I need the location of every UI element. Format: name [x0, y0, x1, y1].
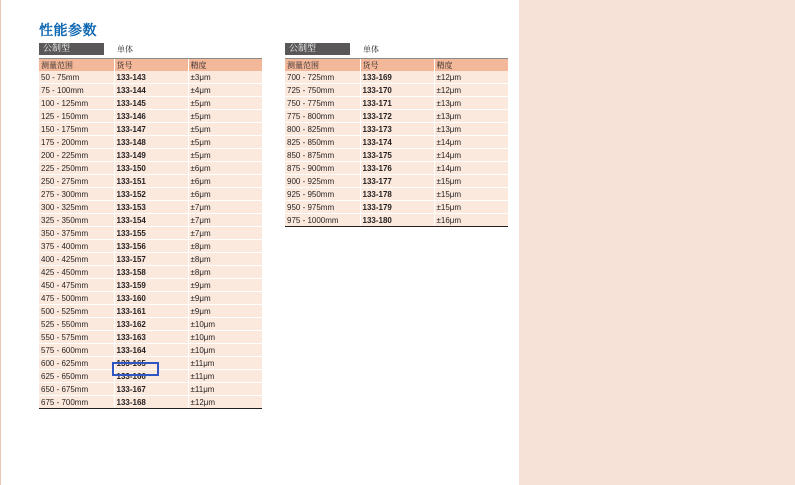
cell-accuracy: ±12μm	[434, 71, 508, 84]
cell-accuracy: ±3μm	[188, 71, 262, 84]
cell-item-no[interactable]: 133-155	[114, 227, 188, 240]
cell-item-no[interactable]: 133-163	[114, 331, 188, 344]
cell-range: 375 - 400mm	[39, 240, 114, 253]
header-range: 测量范围	[285, 59, 360, 72]
cell-accuracy: ±9μm	[188, 305, 262, 318]
cell-range: 100 - 125mm	[39, 97, 114, 110]
cell-range: 550 - 575mm	[39, 331, 114, 344]
side-panel	[519, 0, 795, 485]
cell-item-no[interactable]: 133-159	[114, 279, 188, 292]
page-edge	[0, 0, 1, 485]
cell-item-no[interactable]: 133-148	[114, 136, 188, 149]
table-row	[39, 279, 262, 292]
cell-accuracy: ±8μm	[188, 240, 262, 253]
cell-item-no[interactable]: 133-175	[360, 149, 434, 162]
cell-accuracy: ±16μm	[434, 214, 508, 227]
badge-underline	[285, 54, 350, 55]
cell-range: 950 - 975mm	[285, 201, 360, 214]
spec-block-left	[39, 43, 262, 409]
cell-accuracy: ±13μm	[434, 97, 508, 110]
cell-item-no[interactable]: 133-176	[360, 162, 434, 175]
cell-range: 325 - 350mm	[39, 214, 114, 227]
cell-range: 775 - 800mm	[285, 110, 360, 123]
table-body	[285, 71, 508, 227]
cell-accuracy: ±12μm	[434, 84, 508, 97]
cell-item-no[interactable]: 133-173	[360, 123, 434, 136]
cell-item-no[interactable]: 133-177	[360, 175, 434, 188]
cell-range: 275 - 300mm	[39, 188, 114, 201]
table-row	[285, 97, 508, 110]
cell-item-no[interactable]: 133-169	[360, 71, 434, 84]
cell-accuracy: ±5μm	[188, 149, 262, 162]
cell-range: 625 - 650mm	[39, 370, 114, 383]
cell-accuracy: ±13μm	[434, 123, 508, 136]
cell-item-no[interactable]: 133-151	[114, 175, 188, 188]
cell-accuracy: ±6μm	[188, 188, 262, 201]
header-accuracy: 精度	[188, 59, 262, 72]
cell-item-no[interactable]: 133-152	[114, 188, 188, 201]
cell-range: 600 - 625mm	[39, 357, 114, 370]
table-row	[285, 188, 508, 201]
cell-item-no[interactable]: 133-170	[360, 84, 434, 97]
cell-range: 750 - 775mm	[285, 97, 360, 110]
cell-range: 250 - 275mm	[39, 175, 114, 188]
cell-accuracy: ±5μm	[188, 97, 262, 110]
unit-label: 单体	[117, 45, 133, 54]
cell-accuracy: ±13μm	[434, 110, 508, 123]
cell-range: 650 - 675mm	[39, 383, 114, 396]
cell-range: 50 - 75mm	[39, 71, 114, 84]
cell-range: 875 - 900mm	[285, 162, 360, 175]
cell-range: 125 - 150mm	[39, 110, 114, 123]
cell-item-no[interactable]: 133-180	[360, 214, 434, 227]
cell-accuracy: ±7μm	[188, 201, 262, 214]
cell-accuracy: ±6μm	[188, 162, 262, 175]
cell-range: 800 - 825mm	[285, 123, 360, 136]
table-header-row	[285, 59, 508, 72]
table-row	[39, 227, 262, 240]
header-item-no: 货号	[360, 59, 434, 72]
table-row	[285, 110, 508, 123]
cell-item-no[interactable]: 133-143	[114, 71, 188, 84]
header-item-no: 货号	[114, 59, 188, 72]
cell-item-no[interactable]: 133-145	[114, 97, 188, 110]
block-label-row	[39, 43, 262, 58]
cell-accuracy: ±5μm	[188, 110, 262, 123]
table-row	[39, 240, 262, 253]
cell-accuracy: ±11μm	[188, 357, 262, 370]
cell-item-no[interactable]: 133-166	[114, 370, 188, 383]
table-header-row	[39, 59, 262, 72]
table-row	[39, 396, 262, 409]
cell-range: 700 - 725mm	[285, 71, 360, 84]
cell-accuracy: ±4μm	[188, 84, 262, 97]
cell-accuracy: ±5μm	[188, 123, 262, 136]
cell-accuracy: ±15μm	[434, 201, 508, 214]
cell-range: 825 - 850mm	[285, 136, 360, 149]
table-row	[39, 331, 262, 344]
cell-accuracy: ±14μm	[434, 149, 508, 162]
cell-accuracy: ±10μm	[188, 318, 262, 331]
cell-range: 475 - 500mm	[39, 292, 114, 305]
table-row	[39, 136, 262, 149]
table-row	[39, 71, 262, 84]
table-row	[39, 344, 262, 357]
cell-accuracy: ±5μm	[188, 136, 262, 149]
cell-item-no[interactable]: 133-165	[114, 357, 188, 370]
unit-label: 单体	[363, 45, 379, 54]
cell-item-no[interactable]: 133-171	[360, 97, 434, 110]
cell-item-no[interactable]: 133-150	[114, 162, 188, 175]
cell-range: 400 - 425mm	[39, 253, 114, 266]
cell-accuracy: ±9μm	[188, 292, 262, 305]
table-row	[39, 370, 262, 383]
cell-accuracy: ±9μm	[188, 279, 262, 292]
cell-item-no[interactable]: 133-172	[360, 110, 434, 123]
table-row	[285, 175, 508, 188]
table-row	[39, 201, 262, 214]
table-row	[285, 136, 508, 149]
cell-accuracy: ±11μm	[188, 383, 262, 396]
table-row	[39, 357, 262, 370]
table-row	[39, 84, 262, 97]
block-label-row	[285, 43, 508, 58]
table-row	[39, 110, 262, 123]
cell-accuracy: ±14μm	[434, 136, 508, 149]
cell-accuracy: ±8μm	[188, 266, 262, 279]
cell-item-no[interactable]: 133-161	[114, 305, 188, 318]
cell-item-no[interactable]: 133-147	[114, 123, 188, 136]
cell-range: 200 - 225mm	[39, 149, 114, 162]
cell-item-no[interactable]: 133-158	[114, 266, 188, 279]
cell-item-no[interactable]: 133-146	[114, 110, 188, 123]
cell-item-no[interactable]: 133-162	[114, 318, 188, 331]
table-row	[39, 214, 262, 227]
cell-range: 725 - 750mm	[285, 84, 360, 97]
cell-range: 425 - 450mm	[39, 266, 114, 279]
table-row	[39, 162, 262, 175]
cell-range: 225 - 250mm	[39, 162, 114, 175]
table-row	[39, 266, 262, 279]
table-row	[285, 214, 508, 227]
badge-underline	[39, 54, 104, 55]
cell-accuracy: ±10μm	[188, 344, 262, 357]
cell-range: 150 - 175mm	[39, 123, 114, 136]
cell-range: 975 - 1000mm	[285, 214, 360, 227]
cell-range: 900 - 925mm	[285, 175, 360, 188]
cell-range: 300 - 325mm	[39, 201, 114, 214]
cell-item-no[interactable]: 133-167	[114, 383, 188, 396]
cell-item-no[interactable]: 133-157	[114, 253, 188, 266]
table-row	[39, 188, 262, 201]
cell-range: 75 - 100mm	[39, 84, 114, 97]
page-title: 性能参数	[39, 22, 97, 38]
cell-item-no[interactable]: 133-174	[360, 136, 434, 149]
cell-range: 675 - 700mm	[39, 396, 114, 409]
table-row	[39, 305, 262, 318]
cell-item-no[interactable]: 133-154	[114, 214, 188, 227]
cell-accuracy: ±6μm	[188, 175, 262, 188]
cell-accuracy: ±7μm	[188, 214, 262, 227]
cell-item-no[interactable]: 133-168	[114, 396, 188, 409]
cell-item-no[interactable]: 133-179	[360, 201, 434, 214]
table-row	[285, 201, 508, 214]
cell-range: 500 - 525mm	[39, 305, 114, 318]
table-row	[285, 149, 508, 162]
table-row	[39, 383, 262, 396]
cell-range: 350 - 375mm	[39, 227, 114, 240]
cell-accuracy: ±7μm	[188, 227, 262, 240]
table-row	[285, 123, 508, 136]
cell-range: 450 - 475mm	[39, 279, 114, 292]
cell-accuracy: ±14μm	[434, 162, 508, 175]
table-row	[39, 97, 262, 110]
table-row	[39, 292, 262, 305]
cell-range: 925 - 950mm	[285, 188, 360, 201]
header-accuracy: 精度	[434, 59, 508, 72]
cell-range: 525 - 550mm	[39, 318, 114, 331]
table-row	[285, 84, 508, 97]
table-body	[39, 71, 262, 409]
cell-item-no[interactable]: 133-156	[114, 240, 188, 253]
table-row	[39, 123, 262, 136]
header-range: 测量范围	[39, 59, 114, 72]
cell-range: 175 - 200mm	[39, 136, 114, 149]
cell-accuracy: ±15μm	[434, 175, 508, 188]
cell-accuracy: ±11μm	[188, 370, 262, 383]
spec-block-right	[285, 43, 508, 227]
type-badge: 公制型	[39, 43, 104, 54]
cell-accuracy: ±8μm	[188, 253, 262, 266]
spec-table-left	[39, 58, 262, 409]
cell-item-no[interactable]: 133-178	[360, 188, 434, 201]
spec-table-right	[285, 58, 508, 227]
cell-accuracy: ±15μm	[434, 188, 508, 201]
cell-item-no[interactable]: 133-149	[114, 149, 188, 162]
cell-item-no[interactable]: 133-164	[114, 344, 188, 357]
cell-item-no[interactable]: 133-160	[114, 292, 188, 305]
cell-item-no[interactable]: 133-144	[114, 84, 188, 97]
cell-accuracy: ±12μm	[188, 396, 262, 409]
cell-range: 575 - 600mm	[39, 344, 114, 357]
table-row	[39, 175, 262, 188]
table-row	[39, 149, 262, 162]
table-row	[39, 318, 262, 331]
cell-range: 850 - 875mm	[285, 149, 360, 162]
type-badge: 公制型	[285, 43, 350, 54]
cell-accuracy: ±10μm	[188, 331, 262, 344]
cell-item-no[interactable]: 133-153	[114, 201, 188, 214]
table-row	[285, 162, 508, 175]
table-row	[285, 71, 508, 84]
table-row	[39, 253, 262, 266]
